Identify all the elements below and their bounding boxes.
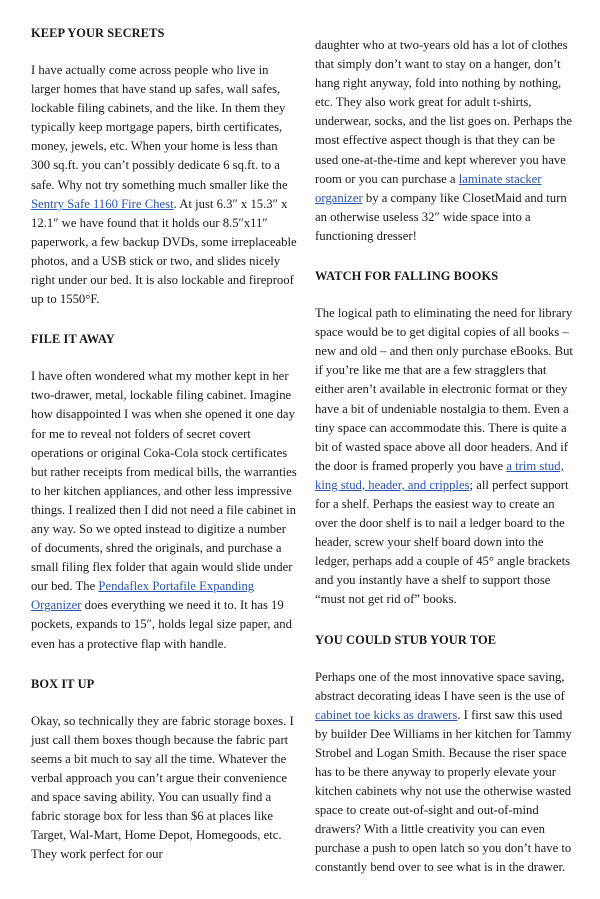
- heading-box-it-up: BOX IT UP: [31, 676, 95, 691]
- paragraph-toe-text-2: . I first saw this used by builder Dee Williams in her kitchen for Tammy Strobel and Logan Smith. Because the riser space has to be there anyway to properly elevate your kitchen cabinets why not use the otherwise wasted space to create out-of-sight and out-of-mind drawers? With a little creativity you can even purchase a push to open latch so you don’t have to constantly bend over to see what is in the drawer.: [315, 707, 572, 875]
- paragraph-file-text-2: does everything we need it to. It has 19 pockets, expands to 15″, holds legal size paper, and even has a protective flap with handle.: [31, 598, 292, 651]
- heading-file-it-away: FILE IT AWAY: [31, 332, 115, 347]
- link-cabinet-toe-kicks[interactable]: cabinet toe kicks as drawers: [315, 707, 458, 722]
- paragraph-toe: [315, 668, 577, 878]
- paragraph-secrets-text-1: I have actually come across people who live in larger homes that have stand up safes, wall safes, lockable filing cabinets, and the like. In them they typically keep mortgage papers, birth certificates, money, jewels, etc. When your home is less than 300 sq.ft. you can’t possibly dedicate 6 sq.ft. to a safe. Why not try something much smaller like the: [31, 63, 288, 192]
- paragraph-books-text-1: The logical path to eliminating the need for library space would be to get digital copies of all books – new and old – and then only purchase eBooks. But if you’re like me that are a few stragglers that either aren’t available in electronic format or they have a bit of undeniable nostalgia to them. Even a tiny space can accommodate this. There is quite a bit of wasted space above all door headers. And if the door is framed properly you have: [315, 306, 573, 473]
- paragraph-file-text-1: I have often wondered what my mother kept in her two-drawer, metal, lockable filing cabinet. Imagine how disappointed I was when she opened it one day for me to reveal not folders of secret covert operations or original Coka-Cola stock certificates but rather receipts from medical bills, the warranties to her kitchen appliances, and other less impressive things. I realized then I did not need a file cabinet in any way. So we opted instead to digitize a number of documents, shred the originals, and purchase a small filing flex folder that again would slide under our bed. The: [31, 369, 297, 594]
- paragraph-secrets-text-2: . At just 6.3″ x 15.3″ x 12.1″ we have found that it holds our 8.5″x11″ paperwork, a few backup DVDs, some irreplaceable photos, and a USB stick or two, and slides nicely right under our bed. It is also lockable and fireproof up to 1550°F.: [31, 196, 297, 307]
- paragraph-books-text-2: ; all perfect support for a shelf. Perhaps the easiest way to create an over the door shelf is to nail a ledger board to the header, screw your shelf board down into the ledger, perhaps add a couple of 45° angle brackets and you instantly have a shelf to support those “must not get rid of” books.: [315, 477, 571, 607]
- heading-watch-for-falling-books: WATCH FOR FALLING BOOKS: [315, 269, 499, 284]
- paragraph-books: [315, 304, 577, 610]
- paragraph-box-text-2: by a company like ClosetMaid and turn an otherwise useless 32″ wide space into a functioning dresser!: [315, 190, 567, 243]
- heading-keep-your-secrets: KEEP YOUR SECRETS: [31, 26, 165, 40]
- paragraph-box-part-1: Okay, so technically they are fabric storage boxes. I just call them boxes though because the fabric part seems a bit much to say all the time. Whatever the verbal approach you can’t argue their convenience and space saving ability. You can usually find a fabric storage box for less than $6 at places like Target, Wal-Mart, Home Depot, Homegoods, etc. They work perfect for our: [31, 713, 294, 862]
- link-trim-stud[interactable]: a trim stud, king stud, header, and cripples: [315, 458, 564, 492]
- link-sentry-safe[interactable]: Sentry Safe 1160 Fire Chest: [31, 196, 174, 211]
- paragraph-box-part-2: [315, 36, 577, 246]
- paragraph-file: [31, 367, 297, 653]
- paragraph-secrets: [31, 61, 297, 309]
- left-column: [31, 24, 297, 885]
- heading-stub-your-toe: YOU COULD STUB YOUR TOE: [315, 632, 497, 647]
- paragraph-box-text-1: daughter who at two-years old has a lot of clothes that simply don’t want to stay on a hanger, don’t hang right anyway, fold into nothing by nothing, etc. They also work great for adult t-shirts, underwear, socks, and the list goes on. Perhaps the most effective aspect though is that they can be used one-at-the-time and kept wherever you have room or you can purchase a: [315, 38, 573, 186]
- link-laminate-stacker[interactable]: laminate stacker organizer: [315, 171, 542, 205]
- link-pendaflex-organizer[interactable]: Pendaflex Portafile Expanding Organizer: [31, 579, 255, 613]
- right-column: [315, 36, 577, 899]
- paragraph-toe-text-1: Perhaps one of the most innovative space saving, abstract decorating ideas I have seen is the use of: [315, 669, 565, 703]
